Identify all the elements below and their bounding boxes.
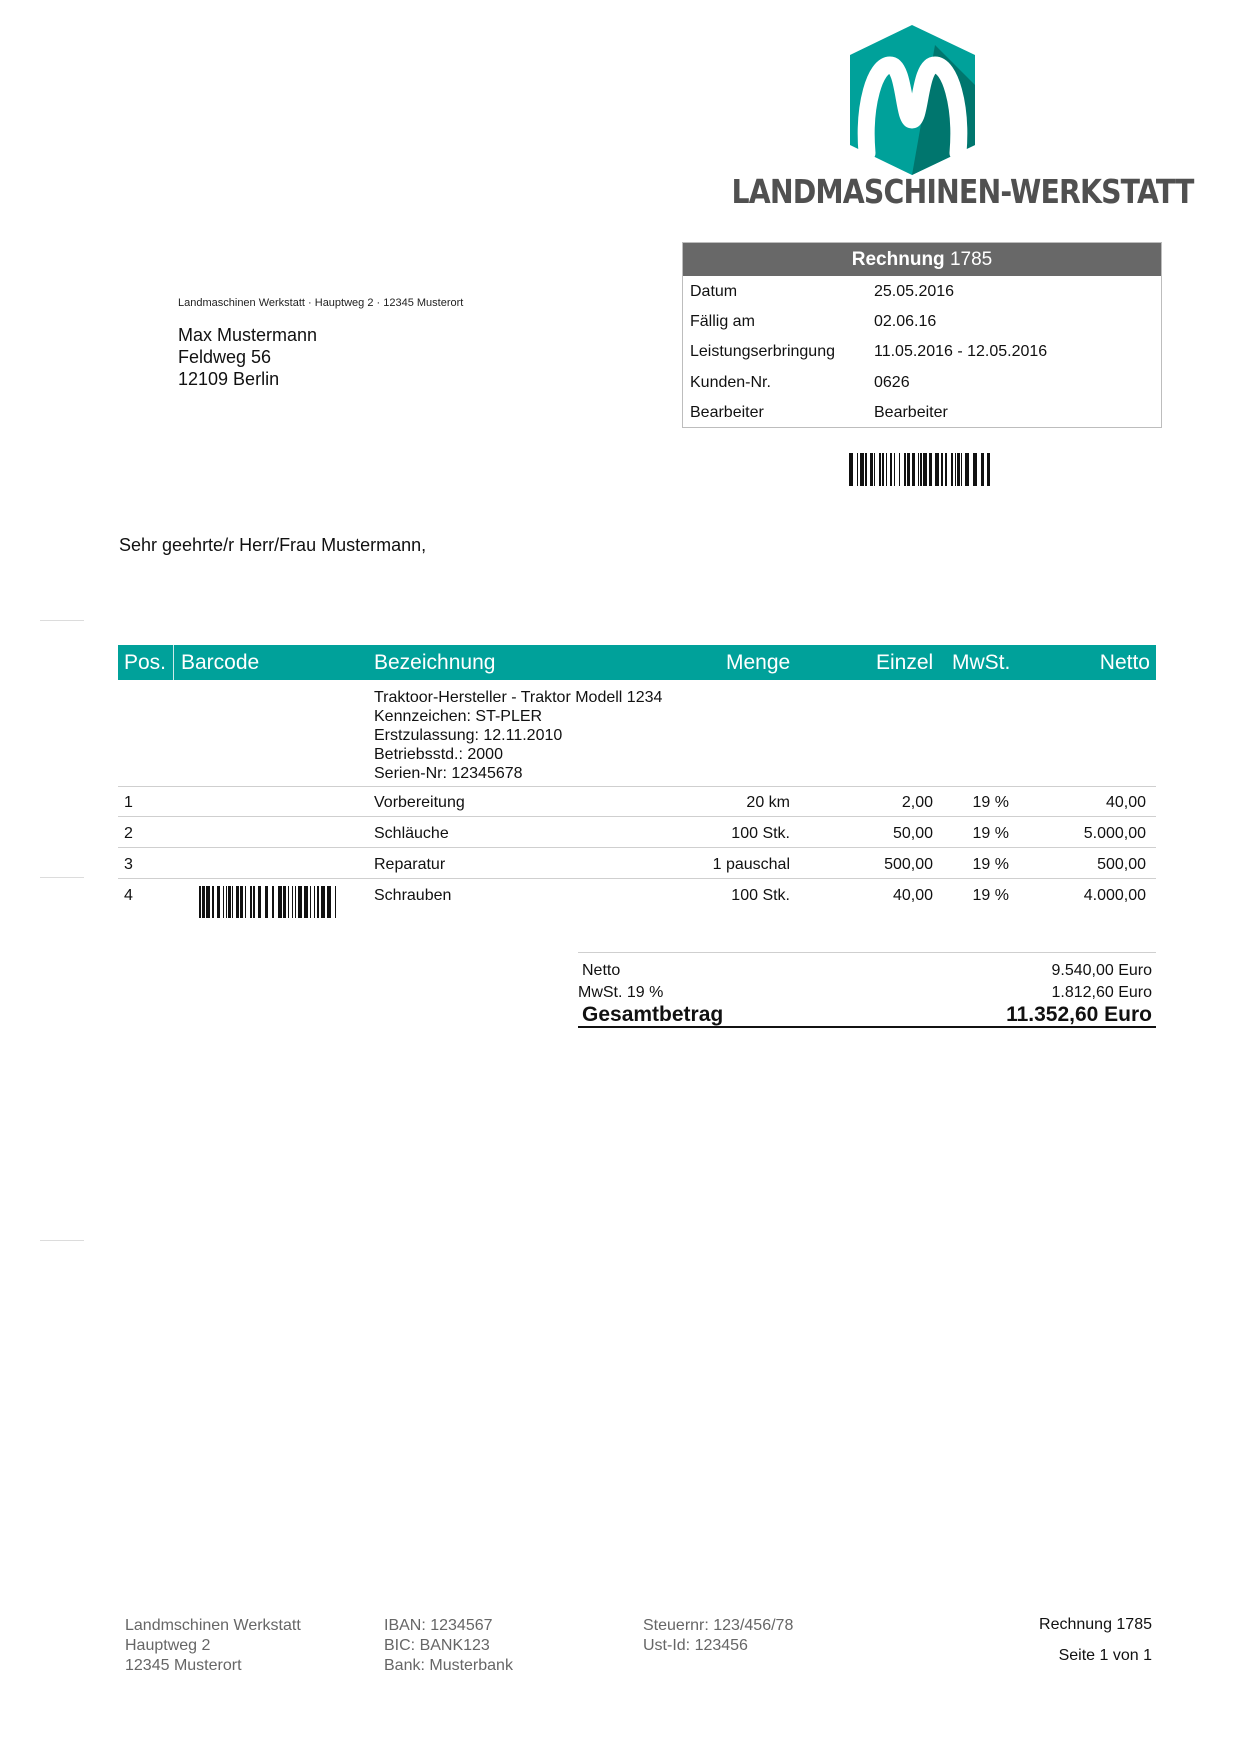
barcode-bar: [865, 453, 867, 486]
footer-invoice-ref: Rechnung 1785: [1039, 1616, 1152, 1633]
barcode-bar: [957, 453, 960, 486]
footer-page: Seite 1 von 1: [1058, 1647, 1152, 1664]
totals-netto-label: Netto: [582, 962, 621, 979]
barcode-bar: [923, 453, 927, 486]
barcode-bar: [250, 886, 252, 918]
info-label-leistung: Leistungserbringung: [690, 343, 835, 360]
info-value-faellig: 02.06.16: [874, 313, 937, 330]
row-divider: [118, 816, 1156, 817]
totals-gesamt-value: 11.352,60 Euro: [1006, 1003, 1152, 1026]
row-menge: 100 Stk.: [731, 825, 790, 842]
barcode-bar: [941, 453, 943, 486]
footer-company: [125, 1616, 301, 1676]
item-barcode: [199, 886, 340, 918]
barcode-bar: [929, 453, 932, 486]
barcode-bar: [899, 453, 900, 486]
barcode-bar: [272, 886, 274, 918]
barcode-bar: [317, 886, 319, 918]
barcode-bar: [890, 453, 892, 486]
info-value-kunde: 0626: [874, 374, 910, 391]
totals-mwst-label: MwSt. 19 %: [578, 984, 664, 1001]
vehicle-line: Betriebsstd.: 2000: [374, 746, 503, 763]
recipient-street: Feldweg 56: [178, 347, 272, 367]
row-einzel: 40,00: [892, 887, 933, 904]
footer-iban: IBAN: 1234567: [384, 1617, 493, 1634]
info-label-faellig: Fällig am: [690, 313, 755, 330]
barcode-bar: [265, 886, 268, 918]
barcode-bar: [298, 886, 302, 918]
invoice-title: Rechnung 1785: [683, 243, 1161, 276]
footer-steuernr: Steuernr: 123/456/78: [643, 1617, 794, 1634]
barcode-bar: [292, 886, 293, 918]
barcode-bar: [918, 453, 919, 486]
row-netto: 500,00: [1097, 856, 1146, 873]
barcode-bar: [202, 886, 205, 918]
fold-mark: [40, 620, 84, 621]
barcode-bar: [860, 453, 864, 486]
footer-company-street: Hauptweg 2: [125, 1637, 211, 1654]
row-menge: 100 Stk.: [731, 887, 790, 904]
row-divider: [118, 878, 1156, 879]
barcode-bar: [288, 886, 289, 918]
barcode-bar: [973, 453, 977, 486]
barcode-bar: [886, 453, 887, 486]
barcode-bar: [310, 886, 311, 918]
barcode-bar: [327, 886, 331, 918]
invoice-barcode: [849, 453, 994, 486]
fold-mark: [40, 1240, 84, 1241]
barcode-bar: [258, 886, 261, 918]
totals-divider: [578, 952, 1156, 953]
barcode-bar: [920, 453, 922, 486]
barcode-bar: [870, 453, 873, 486]
barcode-bar: [882, 453, 884, 486]
info-label-datum: Datum: [690, 283, 738, 300]
barcode-bar: [879, 453, 881, 486]
barcode-bar: [199, 886, 201, 918]
row-einzel: 500,00: [884, 856, 933, 873]
barcode-bar: [226, 886, 227, 918]
recipient-city: 12109 Berlin: [178, 369, 280, 389]
row-bezeichnung: Schrauben: [374, 887, 452, 904]
info-value-leistung: 11.05.2016 - 12.05.2016: [874, 343, 1048, 360]
barcode-bar: [335, 886, 336, 918]
header-pos: Pos.: [124, 651, 167, 674]
company-logo: [845, 25, 980, 175]
barcode-bar: [253, 886, 255, 918]
row-bezeichnung: Schläuche: [374, 825, 449, 842]
row-mwst: 19 %: [972, 887, 1009, 904]
greeting: Sehr geehrte/r Herr/Frau Mustermann,: [119, 535, 427, 555]
vehicle-line: Erstzulassung: 12.11.2010: [374, 727, 563, 744]
row-menge: 20 km: [746, 794, 790, 811]
barcode-bar: [236, 886, 239, 918]
barcode-bar: [223, 886, 224, 918]
vehicle-details: [374, 688, 662, 783]
header-separator: [173, 645, 174, 680]
totals-gesamt-label: Gesamtbetrag: [582, 1003, 724, 1026]
row-pos: 2: [124, 825, 133, 842]
recipient-address: [178, 324, 317, 390]
barcode-bar: [321, 886, 325, 918]
barcode-bar: [961, 453, 962, 486]
footer-bic: BIC: BANK123: [384, 1637, 490, 1654]
footer-company-name: Landmschinen Werkstatt: [125, 1617, 301, 1634]
info-value-datum: 25.05.2016: [874, 283, 955, 300]
barcode-bar: [945, 453, 947, 486]
row-bezeichnung: Vorbereitung: [374, 794, 465, 811]
row-mwst: 19 %: [972, 825, 1009, 842]
vehicle-line: Kennzeichen: ST-PLER: [374, 708, 543, 725]
footer-bank-name: Bank: Musterbank: [384, 1657, 513, 1674]
totals-netto-value: 9.540,00 Euro: [1051, 962, 1152, 979]
fold-mark: [40, 877, 84, 878]
items-table-header: [118, 645, 1156, 680]
barcode-bar: [304, 886, 308, 918]
footer-company-city: 12345 Musterort: [125, 1657, 242, 1674]
row-pos: 3: [124, 856, 133, 873]
barcode-bar: [935, 453, 939, 486]
row-pos: 4: [124, 887, 133, 904]
row-divider: [118, 847, 1156, 848]
barcode-bar: [295, 886, 296, 918]
vehicle-line: Traktoor-Hersteller - Traktor Modell 1234: [374, 689, 663, 706]
barcode-bar: [283, 886, 286, 918]
recipient-name: Max Mustermann: [178, 325, 318, 345]
header-einzel: Einzel: [876, 651, 934, 674]
barcode-bar: [951, 453, 953, 486]
header-mwst: MwSt.: [952, 651, 1011, 674]
barcode-bar: [874, 453, 875, 486]
barcode-bar: [232, 886, 233, 918]
footer-ustid: Ust-Id: 123456: [643, 1637, 748, 1654]
info-label-kunde: Kunden-Nr.: [690, 374, 771, 391]
row-mwst: 19 %: [972, 794, 1009, 811]
row-divider: [118, 786, 1156, 787]
row-netto: 5.000,00: [1083, 825, 1146, 842]
barcode-bar: [217, 886, 220, 918]
row-netto: 40,00: [1105, 794, 1146, 811]
header-barcode: Barcode: [181, 651, 260, 674]
row-einzel: 50,00: [892, 825, 933, 842]
sender-line: Landmaschinen Werkstatt · Hauptweg 2 · 12345 Musterort: [178, 297, 464, 309]
barcode-bar: [965, 453, 969, 486]
barcode-bar: [278, 886, 282, 918]
row-mwst: 19 %: [972, 856, 1009, 873]
barcode-bar: [212, 886, 214, 918]
totals-mwst-value: 1.812,60 Euro: [1051, 984, 1152, 1001]
barcode-bar: [981, 453, 984, 486]
barcode-bar: [314, 886, 315, 918]
barcode-bar: [849, 453, 853, 486]
barcode-bar: [987, 453, 990, 486]
row-menge: 1 pauschal: [712, 856, 790, 873]
barcode-bar: [907, 453, 910, 486]
barcode-bar: [894, 453, 895, 486]
row-einzel: 2,00: [901, 794, 933, 811]
header-menge: Menge: [726, 651, 791, 674]
barcode-bar: [912, 453, 915, 486]
barcode-bar: [240, 886, 243, 918]
row-pos: 1: [124, 794, 133, 811]
footer-bank: [384, 1616, 513, 1676]
barcode-bar: [245, 886, 246, 918]
vehicle-line: Serien-Nr: 12345678: [374, 765, 523, 782]
info-label-bearbeiter: Bearbeiter: [690, 404, 764, 421]
invoice-info-box: [682, 242, 1162, 428]
barcode-bar: [955, 453, 956, 486]
totals-underline: [578, 1026, 1156, 1028]
row-netto: 4.000,00: [1083, 887, 1146, 904]
barcode-bar: [904, 453, 906, 486]
brand-name: LANDMASCHINEN-WERKSTATT: [731, 172, 1194, 211]
barcode-bar: [206, 886, 210, 918]
info-value-bearbeiter: Bearbeiter: [874, 404, 948, 421]
row-bezeichnung: Reparatur: [374, 856, 446, 873]
barcode-bar: [228, 886, 231, 918]
header-netto: Netto: [1099, 651, 1150, 674]
barcode-bar: [857, 453, 858, 486]
header-bezeichnung: Bezeichnung: [374, 651, 496, 674]
footer-tax: [643, 1616, 793, 1656]
